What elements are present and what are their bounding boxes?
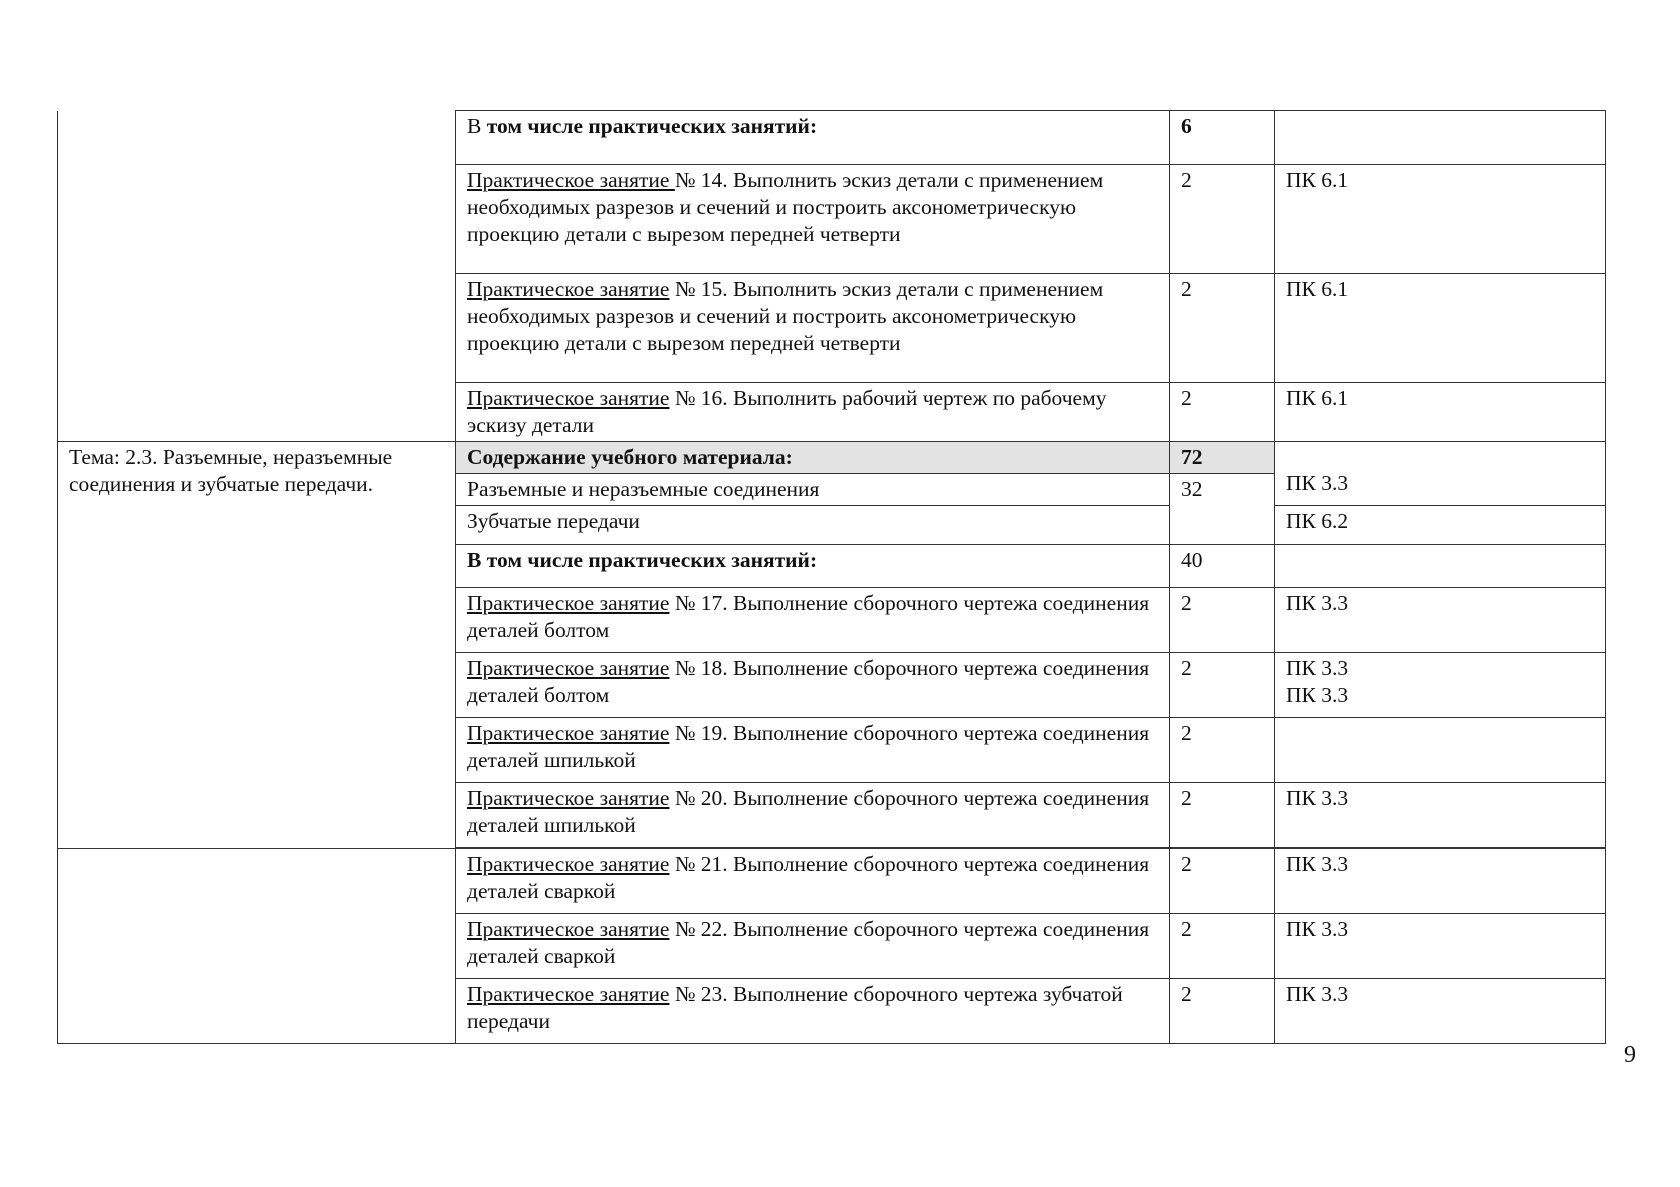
practice-summary-label: В том числе практических занятий: xyxy=(456,545,1170,588)
lesson-hours: 2 xyxy=(1170,383,1275,442)
table-row xyxy=(58,849,1606,914)
lesson-pk: ПК 3.3 xyxy=(1275,979,1606,1044)
lesson-description: Практическое занятие № 15. Выполнить эскиз детали с применением необходимых разрезов и сечений и построить аксонометрическую проекцию детали с вырезом передней четверти xyxy=(456,274,1170,383)
practice-summary-hours: 6 xyxy=(1170,111,1275,165)
lesson-description: Практическое занятие № 18. Выполнение сборочного чертежа соединения деталей болтом xyxy=(456,653,1170,718)
lesson-hours: 2 xyxy=(1170,588,1275,653)
practice-summary-pk xyxy=(1275,111,1606,165)
lesson-hours: 2 xyxy=(1170,979,1275,1044)
lesson-pk: ПК 3.3 xyxy=(1275,849,1606,914)
lesson-pk xyxy=(1275,718,1606,783)
practice-summary-pk xyxy=(1275,545,1606,588)
lesson-description: Практическое занятие № 14. Выполнить эскиз детали с применением необходимых разрезов и сечений и построить аксонометрическую проекцию детали с вырезом передней четверти xyxy=(456,165,1170,274)
lesson-pk: ПК 3.3 xyxy=(1275,783,1606,848)
lesson-hours: 2 xyxy=(1170,783,1275,848)
lesson-pk: ПК 3.3 xyxy=(1275,588,1606,653)
practice-summary-row xyxy=(58,111,1606,165)
content-item: Разъемные и неразъемные соединения xyxy=(456,474,1170,506)
lesson-description: Практическое занятие № 21. Выполнение сборочного чертежа соединения деталей сваркой xyxy=(456,849,1170,914)
lesson-description: Практическое занятие № 20. Выполнение сборочного чертежа соединения деталей шпилькой xyxy=(456,783,1170,848)
lesson-hours: 2 xyxy=(1170,653,1275,718)
lesson-hours: 2 xyxy=(1170,274,1275,383)
lesson-hours: 2 xyxy=(1170,849,1275,914)
lesson-pk: ПК 6.1 xyxy=(1275,383,1606,442)
practice-summary-hours: 40 xyxy=(1170,545,1275,588)
lesson-pk: ПК 3.3 ПК 3.3 xyxy=(1275,653,1606,718)
lesson-hours: 2 xyxy=(1170,718,1275,783)
content-header-row xyxy=(58,442,1606,474)
content-header-label: Содержание учебного материала: xyxy=(456,442,1170,474)
content-pk-2: ПК 6.2 xyxy=(1275,506,1606,545)
content-pk-1: ПК 3.3 xyxy=(1275,442,1606,506)
curriculum-table xyxy=(57,110,1606,1044)
page-number: 9 xyxy=(1624,1042,1636,1068)
topic-title: Тема: 2.3. Разъемные, неразъемные соединения и зубчатые передачи. xyxy=(58,442,456,849)
lesson-pk: ПК 6.1 xyxy=(1275,274,1606,383)
content-hours: 32 xyxy=(1170,474,1275,545)
lesson-pk: ПК 6.1 xyxy=(1275,165,1606,274)
lesson-description: Практическое занятие № 16. Выполнить рабочий чертеж по рабочему эскизу детали xyxy=(456,383,1170,442)
lesson-description: Практическое занятие № 23. Выполнение сборочного чертежа зубчатой передачи xyxy=(456,979,1170,1044)
lesson-description: Практическое занятие № 22. Выполнение сборочного чертежа соединения деталей сваркой xyxy=(456,914,1170,979)
practice-summary-label: В том числе практических занятий: xyxy=(456,111,1170,165)
lesson-hours: 2 xyxy=(1170,914,1275,979)
content-header-hours: 72 xyxy=(1170,442,1275,474)
topic-cell-empty xyxy=(58,849,456,1044)
lesson-hours: 2 xyxy=(1170,165,1275,274)
content-item: Зубчатые передачи xyxy=(456,506,1170,545)
lesson-description: Практическое занятие № 17. Выполнение сборочного чертежа соединения деталей болтом xyxy=(456,588,1170,653)
lesson-pk: ПК 3.3 xyxy=(1275,914,1606,979)
lesson-description: Практическое занятие № 19. Выполнение сборочного чертежа соединения деталей шпилькой xyxy=(456,718,1170,783)
topic-cell-empty xyxy=(58,111,456,442)
